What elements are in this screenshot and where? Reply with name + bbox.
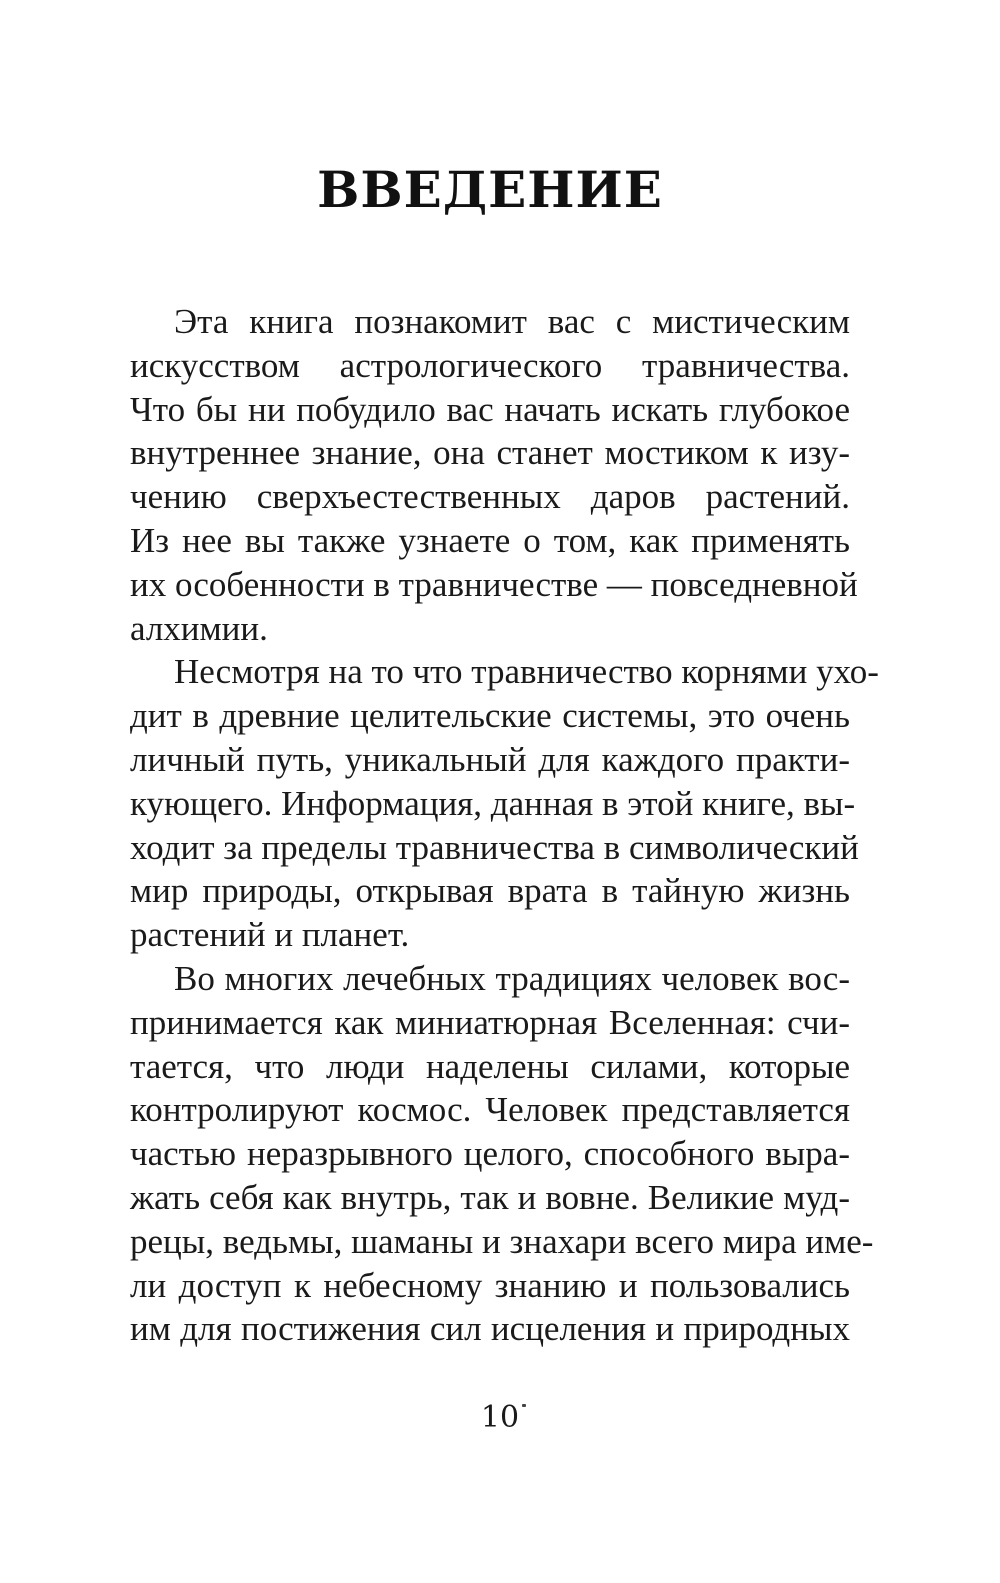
text-line: ли доступ к небесному знанию и пользовались — [130, 1265, 850, 1305]
text-line: Из нее вы также узнаете о том, как применять — [130, 520, 850, 560]
chapter-title: ВВЕДЕНИЕ — [317, 160, 663, 219]
text-line: алхимии. — [130, 608, 268, 648]
text-line: частью неразрывного целого, способного выра- — [130, 1134, 850, 1174]
text-line: искусством астрологического травничества. — [130, 345, 850, 385]
decorative-dot — [522, 1404, 526, 1407]
text-line: жать себя как внутрь, так и вовне. Великие муд- — [130, 1177, 850, 1217]
text-line: контролируют космос. Человек представляется — [130, 1090, 850, 1130]
text-line: чению сверхъестественных даров растений. — [130, 477, 850, 517]
text-line: дит в древние целительские системы, это очень — [130, 696, 850, 736]
text-line: Эта книга познакомит вас с мистическим — [174, 302, 850, 341]
text-line: Во многих лечебных традициях человек вос- — [174, 958, 850, 998]
text-line: Что бы ни побудило вас начать искать глубокое — [130, 389, 850, 429]
text-line: им для постижения сил исцеления и природных — [130, 1309, 850, 1349]
text-line: их особенности в травничестве — повседневной — [130, 564, 858, 604]
text-line: мир природы, открывая врата в тайную жизнь — [130, 871, 850, 911]
page-number: 10 — [480, 1400, 520, 1435]
text-line: ходит за пределы травничества в символический — [130, 827, 859, 867]
text-line: кующего. Информация, данная в этой книге, вы- — [130, 783, 856, 823]
text-line: тается, что люди наделены силами, которые — [130, 1046, 850, 1086]
text-line: Несмотря на то что травничество корнями ухо- — [174, 652, 879, 692]
text-line: внутреннее знание, она станет мостиком к изу- — [130, 433, 850, 473]
body-text — [130, 300, 879, 1351]
text-line: рецы, ведьмы, шаманы и знахари всего мира име- — [130, 1221, 874, 1261]
text-line: принимается как миниатюрная Вселенная: счи- — [130, 1002, 850, 1042]
text-line: личный путь, уникальный для каждого практи- — [130, 739, 850, 779]
text-line: растений и планет. — [130, 915, 410, 955]
